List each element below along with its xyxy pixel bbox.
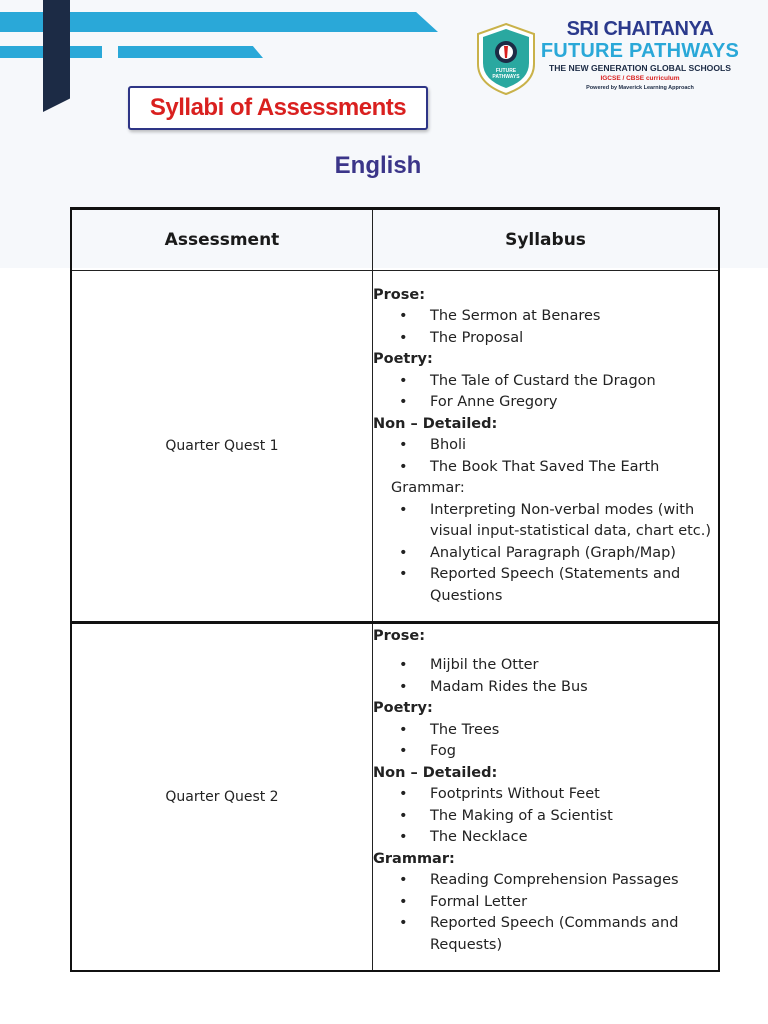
decorative-stripe <box>118 46 263 58</box>
section-title: Poetry: <box>373 700 433 716</box>
brand-tagline: THE NEW GENERATION GLOBAL SCHOOLS <box>548 63 732 73</box>
svg-text:FUTURE: FUTURE <box>495 68 517 74</box>
section-list <box>373 784 718 849</box>
list-item: • The Making of a Scientist <box>373 806 718 828</box>
brand-curriculum: IGCSE / CBSE curriculum <box>600 75 680 82</box>
table-header-row <box>71 209 719 271</box>
list-item: • Mijbil the Otter <box>373 655 718 677</box>
list-item: • Formal Letter <box>373 892 718 914</box>
syllabus-table <box>70 207 720 972</box>
section-list <box>373 435 718 478</box>
list-item: • Madam Rides the Bus <box>373 677 718 699</box>
assessment-cell: Quarter Quest 2 <box>71 623 373 972</box>
brand-subname: FUTURE PATHWAYS <box>540 40 740 62</box>
list-item: • Reading Comprehension Passages <box>373 870 718 892</box>
syllabus-cell <box>373 623 720 972</box>
list-item: • Analytical Paragraph (Graph/Map) <box>373 543 718 565</box>
section-list <box>373 720 718 763</box>
section-title: Non – Detailed: <box>373 764 498 781</box>
column-header-syllabus: Syllabus <box>373 209 720 271</box>
list-item: • Reported Speech (Statements and Questions <box>373 564 718 607</box>
section-title: Poetry: <box>373 351 433 368</box>
section-title-text: Prose: <box>373 628 426 644</box>
section-title: Prose: <box>373 286 426 303</box>
section-title: Grammar: <box>391 480 465 497</box>
list-item: • The Proposal <box>373 328 718 350</box>
list-item: • Footprints Without Feet <box>373 784 718 806</box>
list-item: • The Necklace <box>373 827 718 849</box>
column-header-assessment: Assessment <box>71 209 373 271</box>
school-crest-icon <box>474 22 538 96</box>
table-row <box>71 271 719 623</box>
section-list <box>373 306 718 349</box>
subject-heading: English <box>334 152 422 179</box>
section-list <box>373 870 718 956</box>
section-title: Non – Detailed: <box>373 415 498 432</box>
section-title: Grammar: <box>373 850 455 867</box>
svg-text:PATHWAYS: PATHWAYS <box>492 74 520 80</box>
list-item: • For Anne Gregory <box>373 392 718 414</box>
list-item: • The Book That Saved The Earth <box>373 457 718 479</box>
list-item: • The Sermon at Benares <box>373 306 718 328</box>
assessment-cell: Quarter Quest 1 <box>71 271 373 623</box>
list-item: • Reported Speech (Commands and Requests) <box>373 913 718 956</box>
list-item: • The Tale of Custard the Dragon <box>373 371 718 393</box>
syllabus-cell <box>373 271 720 623</box>
list-item: • The Trees <box>373 720 718 742</box>
section-list <box>373 500 718 608</box>
section-list <box>373 371 718 414</box>
list-item: • Fog <box>373 741 718 763</box>
list-item: • Interpreting Non-verbal modes (with visual input-statistical data, chart etc.) <box>373 500 718 543</box>
table-row <box>71 623 719 972</box>
brand-powered-by: Powered by Maverick Learning Approach <box>586 85 694 91</box>
brand-name: SRI CHAITANYA <box>566 18 714 40</box>
section-list <box>373 655 718 698</box>
school-logo <box>540 18 740 92</box>
section-title <box>373 628 718 651</box>
decorative-bar <box>43 0 70 112</box>
page-title: Syllabi of Assessments <box>128 86 428 130</box>
list-item: • Bholi <box>373 435 718 457</box>
